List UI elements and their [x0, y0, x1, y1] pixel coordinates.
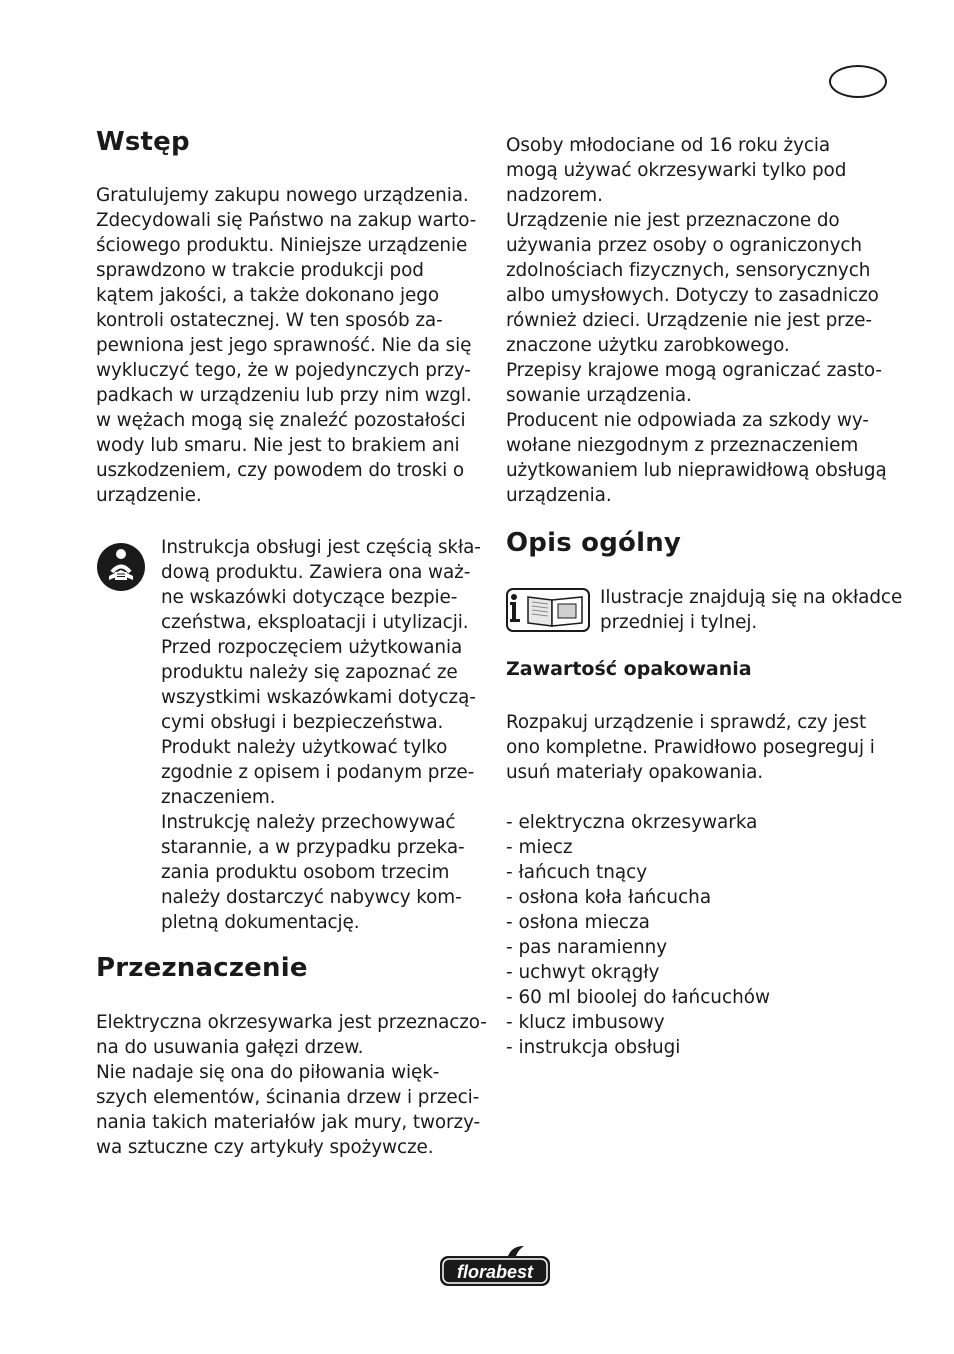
heading-wstep: Wstęp [96, 127, 190, 157]
text-line: Instrukcja obsługi jest częścią skła- [161, 537, 481, 558]
text-line: znaczeniem. [161, 787, 276, 808]
text-line: wa sztuczne czy artykuły spożywcze. [96, 1137, 434, 1158]
text-line: Urządzenie nie jest przeznaczone do [506, 210, 840, 231]
text-line: Producent nie odpowiada za szkody wy- [506, 410, 869, 431]
text-line: Osoby młodociane od 16 roku życia [506, 135, 831, 156]
text-line: zdolnościach fizycznych, sensorycznych [506, 260, 871, 281]
text-line: Rozpakuj urządzenie i sprawdź, czy jest [506, 712, 867, 733]
info-illustration-icon [506, 588, 590, 632]
text-line: na do usuwania gałęzi drzew. [96, 1037, 364, 1058]
text-line: ściowego produktu. Niniejsze urządzenie [96, 235, 468, 256]
list-item: - łańcuch tnący [506, 862, 648, 883]
text-line: Ilustracje znajdują się na okładce [600, 587, 903, 608]
przeznaczenie-paragraph [96, 1010, 486, 1160]
text-line: czeństwa, eksploatacji i utylizacji. [161, 612, 469, 633]
text-line: zgodnie z opisem i podanym prze- [161, 762, 475, 783]
text-line: pletną dokumentację. [161, 912, 360, 933]
text-line: kątem jakości, a także dokonano jego [96, 285, 439, 306]
usage-restrictions-paragraph [506, 133, 901, 508]
text-line: Instrukcję należy przechowywać [161, 812, 456, 833]
manual-note-paragraph [161, 535, 483, 935]
text-line: wszystkimi wskazówkami dotyczą- [161, 687, 476, 708]
text-line: nania takich materiałów jak mury, tworzy- [96, 1112, 481, 1133]
text-line: sowanie urządzenia. [506, 385, 692, 406]
wstep-paragraph [96, 183, 486, 508]
list-item: - miecz [506, 837, 573, 858]
list-item: - instrukcja obsługi [506, 1037, 681, 1058]
list-item: - osłona miecza [506, 912, 650, 933]
text-line: sprawdzono w trakcie produkcji pod [96, 260, 424, 281]
text-line: Produkt należy użytkować tylko [161, 737, 448, 758]
list-item: - elektryczna okrzesywarka [506, 812, 758, 833]
florabest-logo-icon [438, 1244, 552, 1290]
text-line: wody lub smaru. Nie jest to brakiem ani [96, 435, 460, 456]
text-line: wołane niezgodnym z przeznaczeniem [506, 435, 859, 456]
text-line: ono kompletne. Prawidłowo posegreguj i [506, 737, 875, 758]
text-line: dową produktu. Zawiera ona waż- [161, 562, 471, 583]
text-line: ne wskazówki dotyczące bezpie- [161, 587, 458, 608]
text-line: wykluczyć tego, że w pojedynczych przy- [96, 360, 471, 381]
text-line: uszkodzeniem, czy powodem do troski o [96, 460, 465, 481]
text-line: Nie nadaje się ona do piłowania więk- [96, 1062, 440, 1083]
list-item: - osłona koła łańcucha [506, 887, 712, 908]
heading-przeznaczenie: Przeznaczenie [96, 953, 308, 983]
list-item: - klucz imbusowy [506, 1012, 665, 1033]
info-note-paragraph [600, 585, 903, 635]
text-line: albo umysłowych. Dotyczy to zasadniczo [506, 285, 879, 306]
package-contents-list [506, 810, 770, 1060]
text-line: przedniej i tylnej. [600, 612, 758, 633]
text-line: usuń materiały opakowania. [506, 762, 764, 783]
list-item: - uchwyt okrągły [506, 962, 660, 983]
text-line: również dzieci. Urządzenie nie jest prze- [506, 310, 872, 331]
list-item: - pas naramienny [506, 937, 668, 958]
text-line: padkach w urządzeniu lub przy nim wzgl. [96, 385, 472, 406]
heading-opis-ogolny: Opis ogólny [506, 528, 682, 558]
language-badge [829, 65, 887, 98]
text-line: kontroli ostatecznej. W ten sposób za- [96, 310, 443, 331]
text-line: używania przez osoby o ograniczonych [506, 235, 862, 256]
text-line: Przepisy krajowe mogą ograniczać zasto- [506, 360, 882, 381]
zawartosc-paragraph [506, 710, 901, 785]
text-line: Gratulujemy zakupu nowego urządzenia. [96, 185, 469, 206]
text-line: mogą używać okrzesywarki tylko pod [506, 160, 847, 181]
text-line: urządzenie. [96, 485, 202, 506]
text-line: pewniona jest jego sprawność. Nie da się [96, 335, 472, 356]
text-line: należy dostarczyć nabywcy kom- [161, 887, 462, 908]
text-line: zania produktu osobom trzecim [161, 862, 450, 883]
text-line: użytkowaniem lub nieprawidłową obsługą [506, 460, 887, 481]
logo-text: florabest [456, 1262, 534, 1282]
text-line: w wężach mogą się znaleźć pozostałości [96, 410, 466, 431]
text-line: znaczone użytku zarobkowego. [506, 335, 790, 356]
text-line: starannie, a w przypadku przeka- [161, 837, 465, 858]
text-line: szych elementów, ścinania drzew i przeci- [96, 1087, 480, 1108]
text-line: Zdecydowali się Państwo na zakup warto- [96, 210, 477, 231]
text-line: urządzenia. [506, 485, 612, 506]
text-line: produktu należy się zapoznać ze [161, 662, 458, 683]
text-line: Elektryczna okrzesywarka jest przeznaczo- [96, 1012, 487, 1033]
list-item: - 60 ml bioolej do łańcuchów [506, 987, 771, 1008]
read-manual-icon [96, 542, 146, 592]
text-line: nadzorem. [506, 185, 603, 206]
text-line: cymi obsługi i bezpieczeństwa. [161, 712, 444, 733]
text-line: Przed rozpoczęciem użytkowania [161, 637, 463, 658]
heading-zawartosc-opakowania: Zawartość opakowania [506, 658, 752, 680]
